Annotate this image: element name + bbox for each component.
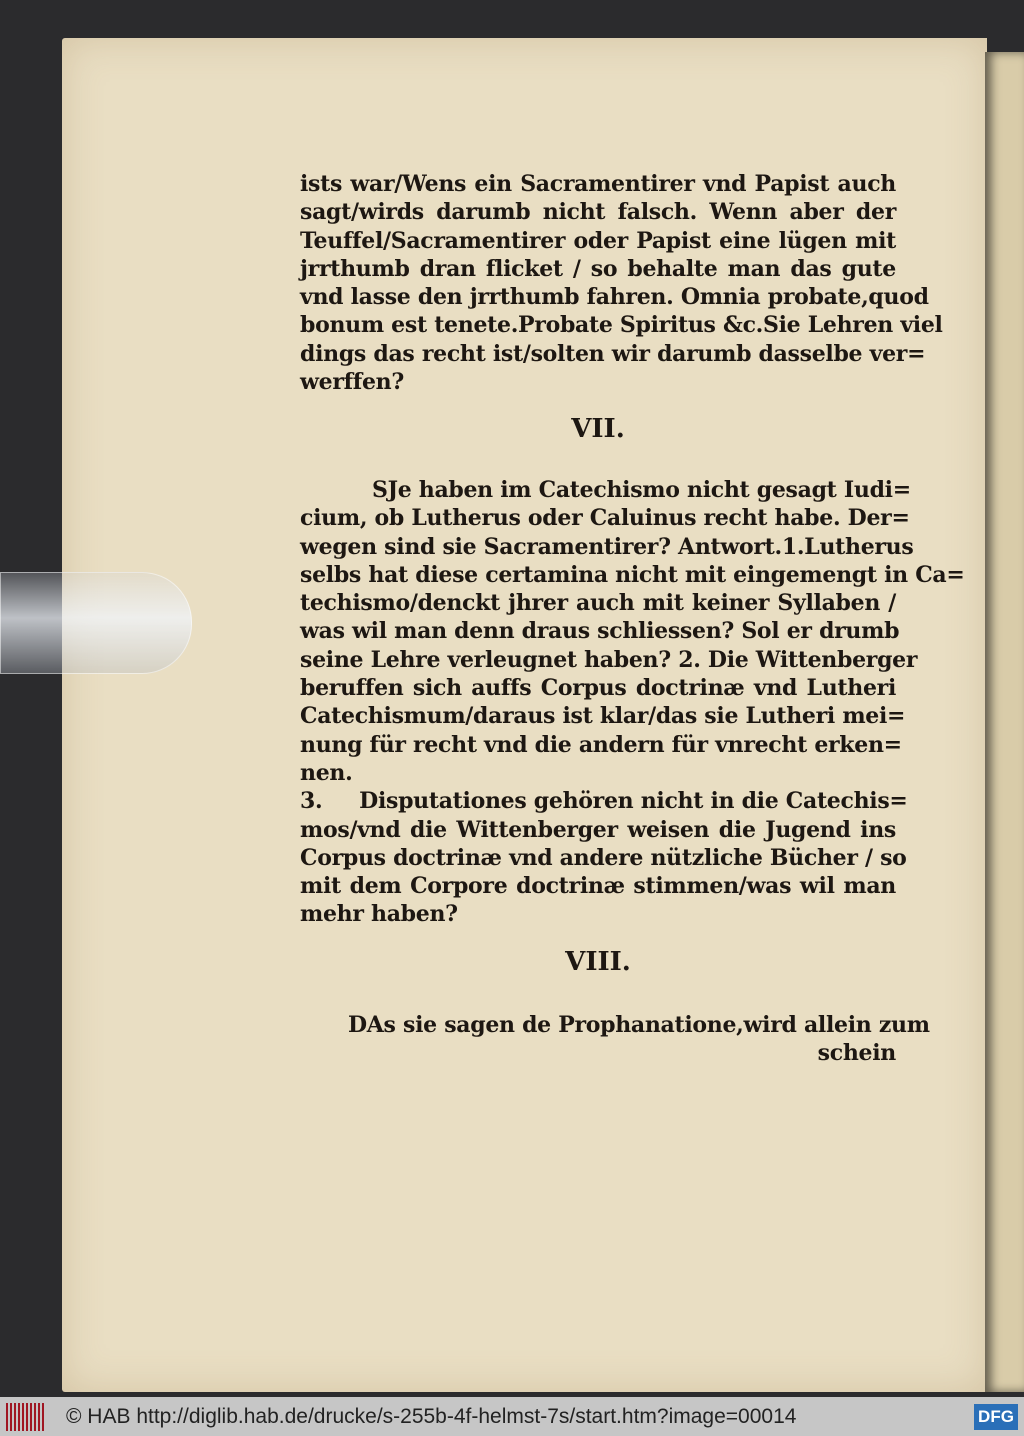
text-line: jrrthumb dran flicket / so behalte man das gute [300,255,896,282]
text-line: mit dem Corpore doctrinæ stimmen/was wil man [300,873,896,900]
text-line: sagt/wirds darumb nicht falsch. Wenn aber der [300,199,896,226]
text-line: SJe haben im Catechismo nicht gesagt Iudi= [372,477,911,503]
text-line: Catechismum/daraus ist klar/das sie Lutheri mei= [300,703,906,730]
text-line: mos/vnd die Wittenberger weisen die Jugend ins [300,816,896,843]
text-line: was wil man denn draus schliessen? Sol er drumb [300,618,900,645]
section-heading-viii: VIII. [565,947,631,977]
text-line: Corpus doctrinæ vnd andere nützliche Bücher / so [300,844,907,871]
adjacent-page-edge [985,52,1024,1392]
text-line: dings das recht ist/solten wir darumb dasselbe ver= [300,340,926,367]
hab-logo-icon [6,1403,46,1431]
catchword: schein [817,1040,896,1067]
paragraph-1 [300,170,943,396]
paragraph-2 [300,476,965,929]
paragraph-3 [300,1011,930,1068]
section-heading-vii: VII. [571,414,625,444]
text-line: beruffen sich auffs Corpus doctrinæ vnd Lutheri [300,675,896,702]
text-line: DAs sie sagen de Prophanatione,wird allein zum [348,1012,930,1038]
dfg-logo: DFG [974,1404,1018,1430]
text-line: techismo/denckt jhrer auch mit keiner Syllaben / [300,590,896,617]
footer-copyright-link[interactable]: © HAB http://diglib.hab.de/drucke/s-255b-4f-helmst-7s/start.htm?image=00014 [66,1404,797,1428]
text-line: wegen sind sie Sacramentirer? Antwort.1.Lutherus [300,533,914,560]
text-line: Teuffel/Sacramentirer oder Papist eine lügen mit [300,227,896,254]
text-line: werffen? [300,369,404,396]
text-line: bonum est tenete.Probate Spiritus &c.Sie Lehren viel [300,312,943,339]
text-line: nen. [300,759,353,786]
text-line: mehr haben? [300,901,458,928]
text-line: vnd lasse den jrrthumb fahren. Omnia probate,quod [300,284,929,311]
text-line: cium, ob Lutherus oder Caluinus recht habe. Der= [300,505,910,532]
page-holder-clip [0,572,192,674]
text-line: ists war/Wens ein Sacramentirer vnd Papist auch [300,171,896,197]
text-line: nung für recht vnd die andern für vnrecht erken= [300,731,902,758]
text-line: seine Lehre verleugnet haben? 2. Die Wittenberger [300,646,918,673]
footer-bar [0,1397,1024,1436]
text-line: 3. Disputationes gehören nicht in die Catechis= [300,788,908,815]
text-line: selbs hat diese certamina nicht mit eingemengt in Ca= [300,561,965,588]
